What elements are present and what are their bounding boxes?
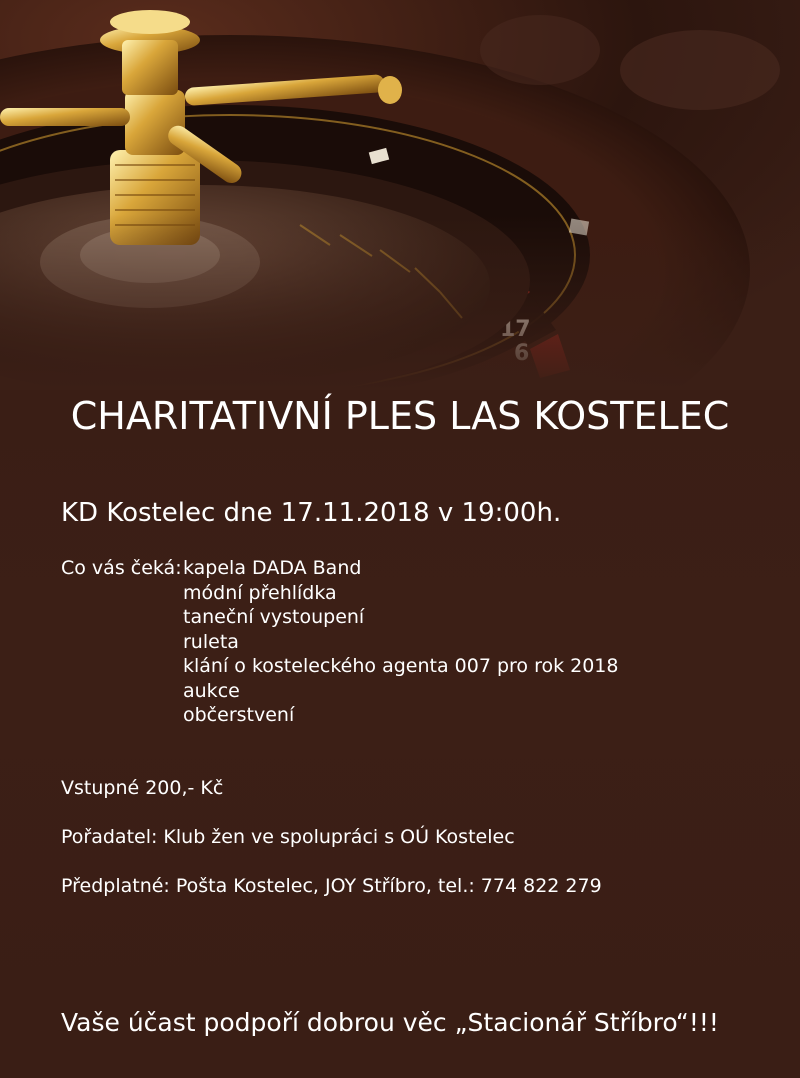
program-item: taneční vystoupení [183,606,365,628]
admission-price: Vstupné 200,- Kč [61,777,224,799]
program-list [183,556,618,728]
program-item: ruleta [183,630,239,653]
roulette-photo [0,0,800,390]
event-date-location: KD Kostelec dne 17.11.2018 v 19:00h. [61,498,562,528]
program-item: kapela DADA Band [183,557,362,579]
program-item: občerstvení [183,704,295,726]
program-item: módní přehlídka [183,581,337,604]
organizer-info: Pořadatel: Klub žen ve spolupráci s OÚ Kostelec [61,826,515,848]
page-title: CHARITATIVNÍ PLES LAS KOSTELEC [70,394,730,438]
program-label: Co vás čeká: [61,557,182,579]
program-item: aukce [183,679,240,702]
program-item: klání o kosteleckého agenta 007 pro rok 2018 [183,655,619,677]
charity-message: Vaše účast podpoří dobrou věc „Stacionář Stříbro“!!! [61,1008,719,1037]
presale-info: Předplatné: Pošta Kostelec, JOY Stříbro, tel.: 774 822 279 [61,875,602,897]
roulette-wheel-illustration [0,0,800,390]
